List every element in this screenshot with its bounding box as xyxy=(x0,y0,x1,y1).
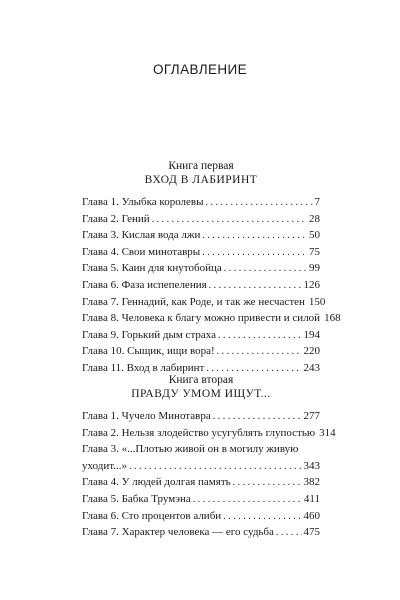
dot-leader xyxy=(152,211,307,228)
chapter-title: Глава 2. Нельзя злодейство усугублять глупостью xyxy=(82,426,316,439)
chapter-title: Глава 5. Бабка Трумэна xyxy=(82,492,191,505)
page-number: 475 xyxy=(303,526,320,539)
page-number: 314 xyxy=(319,426,336,439)
book-name: ВХОД В ЛАБИРИНТ xyxy=(144,174,258,186)
page-number: 243 xyxy=(303,361,320,374)
page-number: 277 xyxy=(303,410,320,422)
chapter-title: Глава 6. Сто процентов алиби xyxy=(82,509,222,522)
page-number: 28 xyxy=(309,212,320,225)
dot-leader xyxy=(217,343,302,360)
chapter-title: уходит...» xyxy=(82,459,127,472)
chapter-title: Глава 2. Гений xyxy=(82,212,150,225)
toc-entry[interactable] xyxy=(82,508,320,525)
page-number: 150 xyxy=(308,295,326,308)
book-1-section xyxy=(82,160,341,377)
toc-entry[interactable] xyxy=(82,425,336,442)
page-number: 220 xyxy=(303,345,320,358)
chapter-title: Глава 1. Чучело Минотавра xyxy=(82,410,211,422)
page-number: 382 xyxy=(303,476,320,489)
toc-entry[interactable] xyxy=(82,310,341,327)
book-kicker: Книга вторая xyxy=(168,374,234,386)
toc-entry[interactable] xyxy=(82,524,320,541)
dot-leader xyxy=(218,327,301,344)
toc-entry[interactable] xyxy=(82,260,320,277)
chapter-title: Глава 11. Вход в лабиринт xyxy=(82,361,205,374)
chapter-title: Глава 6. Фаза испепеления xyxy=(82,278,207,291)
toc-entry[interactable] xyxy=(82,491,320,508)
toc-entry[interactable] xyxy=(82,408,320,425)
book-name: ПРАВДУ УМОМ ИЩУТ... xyxy=(131,388,271,400)
page-number: 75 xyxy=(309,245,320,258)
page-number: 50 xyxy=(309,229,320,242)
toc-entry[interactable] xyxy=(82,227,320,244)
chapter-title: Глава 10. Сыщик, ищи вора! xyxy=(82,345,215,358)
page-number: 126 xyxy=(303,278,320,291)
dot-leader xyxy=(193,491,302,508)
dot-leader xyxy=(206,194,313,211)
book-2-section xyxy=(82,374,336,541)
dot-leader xyxy=(209,277,302,294)
page-number: 99 xyxy=(309,262,320,275)
book-kicker: Книга первая xyxy=(168,160,234,172)
toc-entry[interactable] xyxy=(82,194,320,211)
toc-entry[interactable] xyxy=(82,474,320,491)
page-number: 194 xyxy=(303,328,320,341)
page-number: 411 xyxy=(303,492,320,505)
toc-entry[interactable] xyxy=(82,343,320,360)
chapter-title: Глава 8. Человека к благу можно привести и силой xyxy=(82,312,321,325)
chapter-title: Глава 9. Горький дым страха xyxy=(82,328,217,341)
toc-entry[interactable] xyxy=(82,277,320,294)
chapter-title: Глава 7. Характер человека — его судьба xyxy=(82,526,274,539)
chapter-title-line1: Глава 3. «...Плотью живой он в могилу живую xyxy=(82,443,299,456)
toc-entry[interactable] xyxy=(82,441,320,474)
dot-leader xyxy=(233,474,302,491)
toc-entry[interactable] xyxy=(82,294,326,311)
chapter-title: Глава 3. Кислая вода лжи xyxy=(82,229,201,242)
chapter-title: Глава 4. У людей долгая память xyxy=(82,476,231,489)
chapter-title: Глава 7. Геннадий, как Роде, и так же несчастен xyxy=(82,295,305,308)
chapter-title: Глава 4. Свои минотавры xyxy=(82,245,201,258)
dot-leader xyxy=(276,524,302,541)
page-number: 7 xyxy=(314,196,320,208)
toc-entry[interactable] xyxy=(82,327,320,344)
page-number: 168 xyxy=(324,312,341,325)
dot-leader xyxy=(129,458,302,475)
dot-leader xyxy=(213,408,302,425)
dot-leader xyxy=(224,260,307,277)
dot-leader xyxy=(223,508,301,525)
page-number: 460 xyxy=(303,509,320,522)
chapter-title: Глава 5. Каин для кнутобойца xyxy=(82,262,222,275)
toc-entry[interactable] xyxy=(82,244,320,261)
dot-leader xyxy=(202,227,307,244)
page-title: ОГЛАВЛЕНИЕ xyxy=(152,62,248,77)
toc-entry[interactable] xyxy=(82,211,320,228)
dot-leader xyxy=(202,244,307,261)
page-number: 343 xyxy=(303,459,320,472)
chapter-title: Глава 1. Улыбка королевы xyxy=(82,196,204,208)
